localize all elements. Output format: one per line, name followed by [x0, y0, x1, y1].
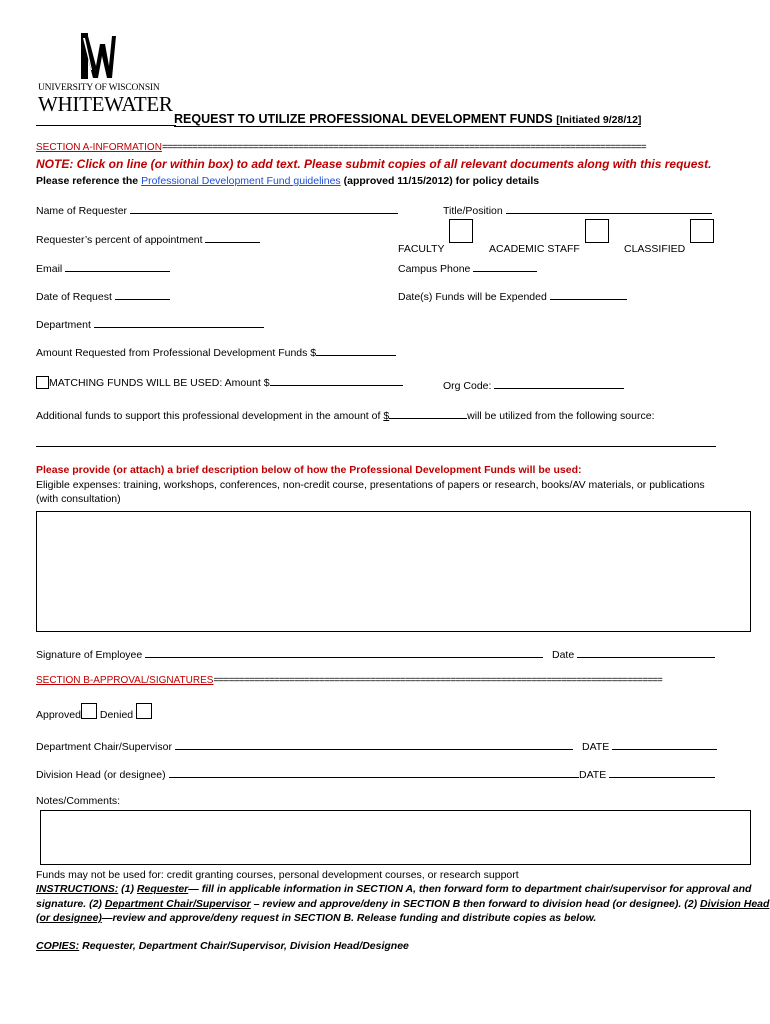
amount-requested-row [36, 344, 396, 359]
percent-label: Requester’s percent of appointment [36, 234, 203, 246]
org-code-field[interactable] [494, 377, 624, 389]
email-row [36, 260, 170, 275]
academic-staff-label: ACADEMIC STAFF [489, 243, 580, 255]
additional-funds-row [36, 407, 655, 422]
logo-underline [36, 125, 176, 126]
signature-row [36, 646, 543, 661]
classified-option [624, 219, 714, 255]
title-row [443, 202, 712, 217]
step1-role: Requester [136, 883, 189, 895]
faculty-option [398, 219, 473, 255]
notes-label: Notes/Comments: [36, 795, 121, 807]
section-a-label: SECTION A-INFORMATION [36, 142, 162, 153]
department-label: Department [36, 319, 91, 331]
division-date-row [579, 766, 715, 781]
section-a-heading [36, 142, 646, 153]
matching-funds-checkbox[interactable] [36, 376, 49, 389]
title-field[interactable] [506, 202, 712, 214]
step2-text: – review and approve/deny in SECTION B then forward to division head (or designee). (2) [250, 898, 700, 910]
dates-expended-row [398, 288, 627, 303]
additional-amount-field[interactable] [389, 407, 467, 419]
approval-row [36, 703, 152, 719]
form-title: REQUEST TO UTILIZE PROFESSIONAL DEVELOPMENT FUNDS [174, 112, 553, 126]
copies-line [36, 940, 409, 952]
step3-role-b: (or designee) [36, 912, 102, 924]
division-signature-field[interactable] [169, 766, 579, 778]
signature-date-label: Date [552, 649, 575, 661]
department-row [36, 316, 264, 331]
reference-suffix: (approved 11/15/2012) for policy details [340, 175, 540, 187]
section-b-rule: ========================================================================================= [213, 675, 663, 686]
form-header [174, 112, 641, 127]
denied-label: Denied [99, 709, 134, 721]
email-field[interactable] [65, 260, 170, 272]
campus-phone-row [398, 260, 537, 275]
chair-row [36, 738, 573, 753]
step3-text: —review and approve/deny request in SECTION B. Release funding and distribute copies as below. [101, 912, 597, 924]
title-label: Title/Position [443, 205, 503, 217]
eligible-expenses-line1: Eligible expenses: training, workshops, conferences, non-credit course, presentations of papers or research, books/AV materials, or publications [36, 479, 705, 491]
instruction-note: NOTE: Click on line (or within box) to add text. Please submit copies of all relevant documents along with this request. [36, 157, 712, 171]
additional-dollar-sign: $ [383, 410, 390, 422]
date-request-row [36, 288, 170, 303]
form-initiated-date: [Initiated 9/28/12] [556, 114, 642, 126]
academic-staff-checkbox[interactable] [585, 219, 609, 243]
instructions-line1 [36, 883, 751, 895]
additional-funds-suffix: will be utilized from the following source: [467, 410, 655, 422]
guidelines-link[interactable]: Professional Development Fund guidelines [141, 175, 341, 187]
division-date-label: DATE [579, 769, 607, 781]
step2-prefix: signature. (2) [36, 898, 105, 910]
instructions-line2 [36, 898, 769, 910]
description-prompt: Please provide (or attach) a brief description below of how the Professional Development Funds will be used: [36, 464, 582, 476]
chair-date-label: DATE [582, 741, 610, 753]
name-row [36, 202, 398, 217]
org-code-label: Org Code: [443, 380, 492, 392]
logo-whitewater-text: WHITEWATER [38, 92, 173, 116]
additional-source-field[interactable] [36, 446, 716, 447]
percent-row [36, 231, 260, 246]
signature-date-row [552, 646, 715, 661]
notes-textbox[interactable] [40, 810, 751, 865]
academic-staff-option [489, 219, 609, 255]
section-b-heading [36, 675, 662, 686]
matching-funds-label: MATCHING FUNDS WILL BE USED: Amount $ [49, 377, 270, 389]
percent-field[interactable] [205, 231, 260, 243]
division-row [36, 766, 579, 781]
description-textbox[interactable] [36, 511, 751, 632]
copies-text: Requester, Department Chair/Supervisor, Division Head/Designee [79, 940, 409, 952]
guidelines-reference [36, 175, 539, 187]
faculty-label: FACULTY [398, 243, 445, 255]
signature-field[interactable] [145, 646, 543, 658]
division-date-field[interactable] [609, 766, 715, 778]
chair-date-row [582, 738, 717, 753]
approved-label: Approved [36, 709, 81, 721]
dates-expended-label: Date(s) Funds will be Expended [398, 291, 547, 303]
name-field[interactable] [130, 202, 398, 214]
chair-date-field[interactable] [612, 738, 717, 750]
step3-role-a: Division Head [699, 898, 770, 910]
org-code-row [443, 377, 624, 392]
eligible-expenses-line2: (with consultation) [36, 493, 121, 505]
additional-funds-prefix: Additional funds to support this professional development in the amount of [36, 410, 384, 422]
amount-requested-field[interactable] [316, 344, 396, 356]
signature-label: Signature of Employee [36, 649, 143, 661]
section-a-rule: ================================================================================================ [161, 142, 646, 153]
faculty-checkbox[interactable] [449, 219, 473, 243]
date-request-label: Date of Request [36, 291, 112, 303]
logo-university-text: UNIVERSITY OF WISCONSIN [38, 83, 160, 93]
step1-text: — fill in applicable information in SECTION A, then forward form to department chair/supervisor for approval and [188, 883, 752, 895]
approved-checkbox[interactable] [81, 703, 97, 719]
email-label: Email [36, 263, 63, 275]
denied-checkbox[interactable] [136, 703, 152, 719]
step1-prefix: (1) [118, 883, 137, 895]
instructions-line3 [36, 912, 596, 924]
matching-amount-field[interactable] [270, 374, 403, 386]
signature-date-field[interactable] [577, 646, 715, 658]
chair-label: Department Chair/Supervisor [36, 741, 172, 753]
university-logo [34, 30, 184, 120]
reference-prefix: Please reference the [36, 175, 142, 187]
campus-phone-label: Campus Phone [398, 263, 471, 275]
step2-role: Department Chair/Supervisor [104, 898, 251, 910]
classified-checkbox[interactable] [690, 219, 714, 243]
restriction-text: Funds may not be used for: credit granting courses, personal development courses, or research support [36, 869, 519, 881]
department-field[interactable] [94, 316, 264, 328]
copies-heading: COPIES: [36, 940, 80, 952]
matching-funds-row [36, 374, 403, 389]
name-label: Name of Requester [36, 205, 128, 217]
classified-label: CLASSIFIED [624, 243, 686, 255]
amount-requested-label: Amount Requested from Professional Development Funds $ [36, 347, 317, 359]
chair-signature-field[interactable] [175, 738, 573, 750]
section-b-label: SECTION B-APPROVAL/SIGNATURES [36, 675, 214, 686]
division-label: Division Head (or designee) [36, 769, 166, 781]
date-request-field[interactable] [115, 288, 170, 300]
campus-phone-field[interactable] [473, 260, 537, 272]
dates-expended-field[interactable] [550, 288, 627, 300]
instructions-heading: INSTRUCTIONS: [36, 883, 119, 895]
w-logo-mark [79, 30, 117, 82]
